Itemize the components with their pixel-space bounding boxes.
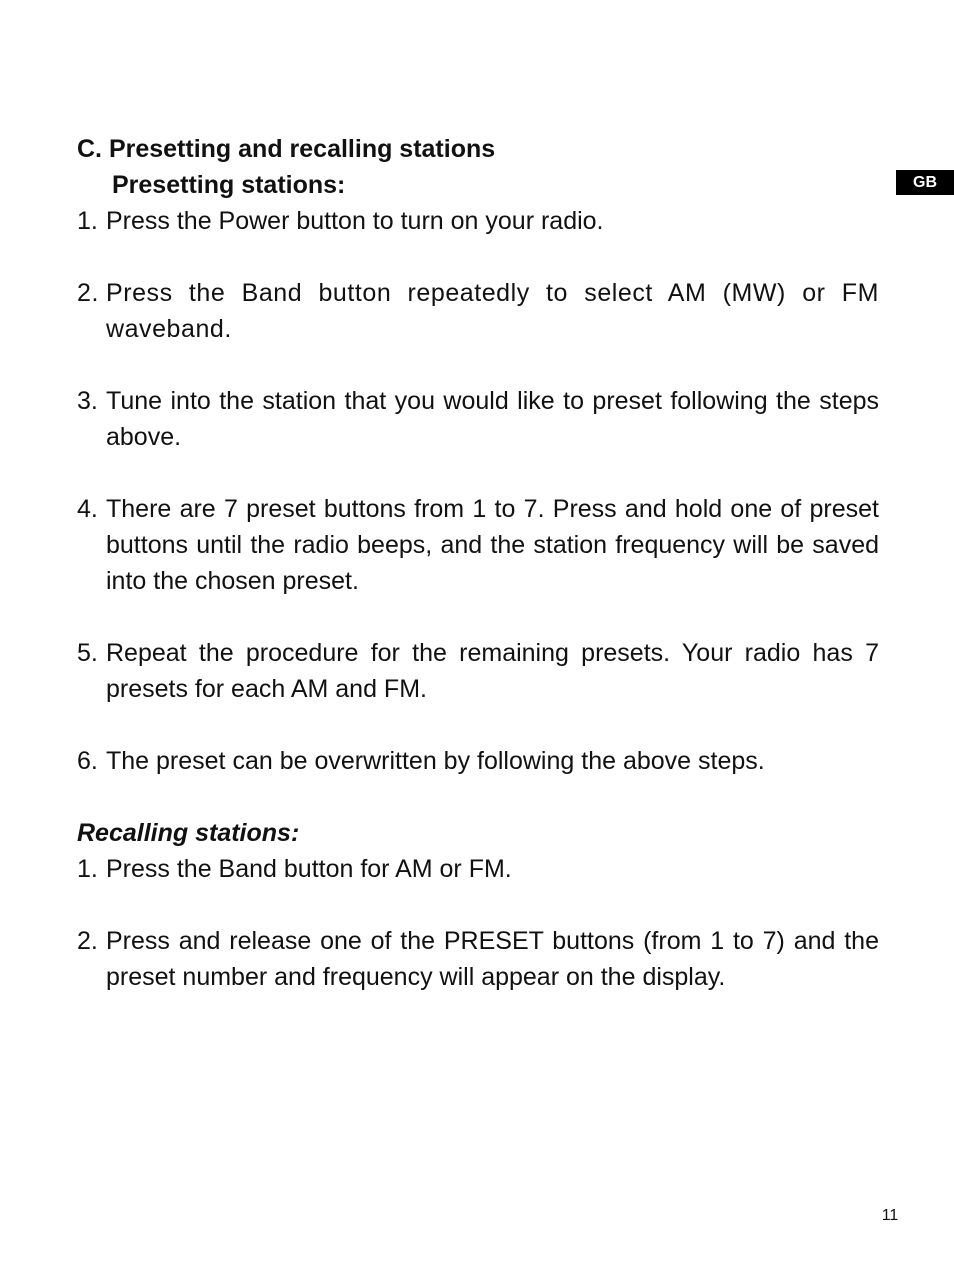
step-number: 1. <box>77 855 98 883</box>
recalling-step <box>77 851 879 887</box>
step-number: 1. <box>77 207 98 235</box>
step-number: 6. <box>77 747 98 775</box>
recalling-subtitle: Recalling stations: <box>77 819 300 847</box>
section-title: C. Presetting and recalling stations <box>77 135 496 163</box>
presetting-step <box>77 743 879 779</box>
step-text: Repeat the procedure for the remaining presets. Your radio has 7 presets for each AM and FM. <box>106 639 879 703</box>
presetting-step <box>77 203 879 239</box>
step-number: 3. <box>77 387 98 415</box>
presetting-subtitle: Presetting stations: <box>112 171 346 199</box>
step-text: Tune into the station that you would like to preset following the steps above. <box>106 387 879 451</box>
step-number: 2. <box>77 927 98 955</box>
step-number: 2. <box>77 279 99 307</box>
step-text: Press the Band button for AM or FM. <box>106 855 512 883</box>
step-number: 4. <box>77 495 98 523</box>
step-text: There are 7 preset buttons from 1 to 7. Press and hold one of preset buttons until the radio beeps, and the station frequency will be saved into the chosen preset. <box>106 495 879 595</box>
step-text: Press the Power button to turn on your radio. <box>106 207 604 235</box>
step-text: The preset can be overwritten by following the above steps. <box>106 747 765 775</box>
step-number: 5. <box>77 639 98 667</box>
page-content <box>77 131 879 995</box>
step-text: Press and release one of the PRESET buttons (from 1 to 7) and the preset number and frequency will appear on the display. <box>106 927 879 991</box>
step-text: Press the Band button repeatedly to select AM (MW) or FM waveband. <box>106 279 879 343</box>
language-tab: GB <box>896 170 954 195</box>
presetting-step <box>77 491 879 599</box>
page-number: 11 <box>881 1207 899 1224</box>
presetting-step <box>77 635 879 707</box>
recalling-step <box>77 923 879 995</box>
presetting-step <box>77 383 879 455</box>
presetting-step <box>77 275 879 347</box>
